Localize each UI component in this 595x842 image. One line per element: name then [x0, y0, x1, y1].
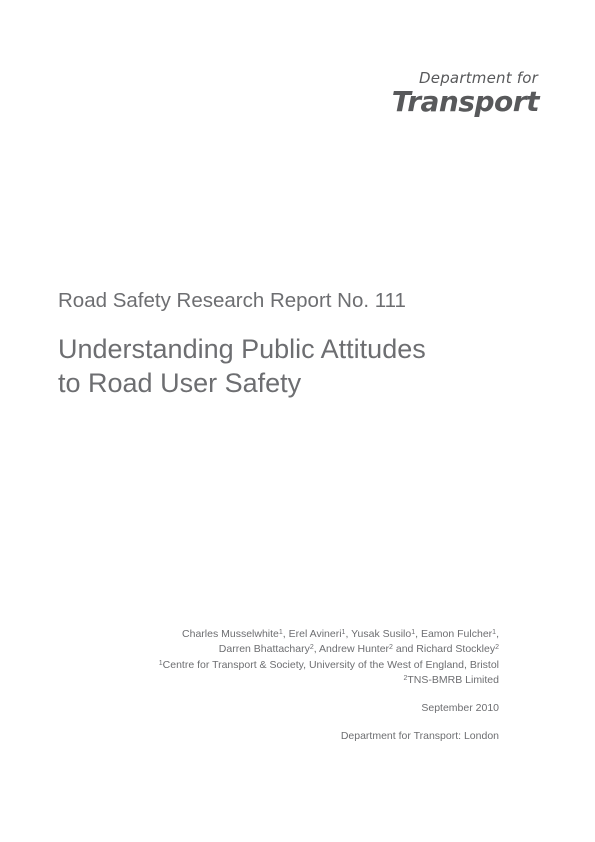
author-name: and Richard Stockley [392, 643, 496, 656]
report-title-line-1: Understanding Public Attitudes [58, 334, 426, 364]
affiliation-mark: 2 [495, 644, 499, 652]
affiliation-text: TNS-BMRB Limited [407, 673, 499, 686]
credits-block [159, 627, 499, 745]
affiliation-mark: 2 [389, 644, 393, 652]
report-series: Road Safety Research Report No. 111 [58, 289, 406, 312]
department-for-transport-logo [392, 70, 538, 117]
author-name: , Andrew Hunter [313, 643, 390, 656]
affiliation-1 [159, 658, 499, 673]
affiliation-mark: 1 [341, 629, 346, 636]
affiliation-mark: 1 [278, 629, 283, 636]
publication-date: September 2010 [421, 702, 499, 715]
publisher: Department for Transport: London [340, 730, 499, 743]
spacer [159, 688, 499, 701]
affiliation-2 [159, 673, 499, 688]
logo-line-transport: Transport [391, 85, 539, 118]
authors-line-tail: , [496, 628, 499, 640]
affiliation-mark: 1 [492, 629, 497, 636]
spacer [159, 716, 499, 729]
author-name: , Erel Avineri [282, 628, 342, 640]
authors-line-2 [159, 642, 499, 657]
authors-line-1 [159, 627, 499, 642]
affiliation-mark: 2 [403, 674, 408, 682]
report-title [58, 332, 426, 400]
logo-line-department-for: Department for [419, 69, 538, 87]
author-name: , Yusak Susilo [345, 628, 412, 640]
author-name: Darren Bhattachary [218, 643, 310, 656]
affiliation-mark: 1 [158, 659, 163, 667]
author-name: Charles Musselwhite [182, 628, 279, 640]
affiliation-mark: 1 [411, 629, 416, 636]
author-name: , Eamon Fulcher [415, 628, 493, 640]
affiliation-text: Centre for Transport & Society, University of the West of England, Bristol [162, 658, 499, 671]
affiliation-mark: 2 [309, 644, 314, 652]
report-title-line-2: to Road User Safety [58, 368, 302, 398]
